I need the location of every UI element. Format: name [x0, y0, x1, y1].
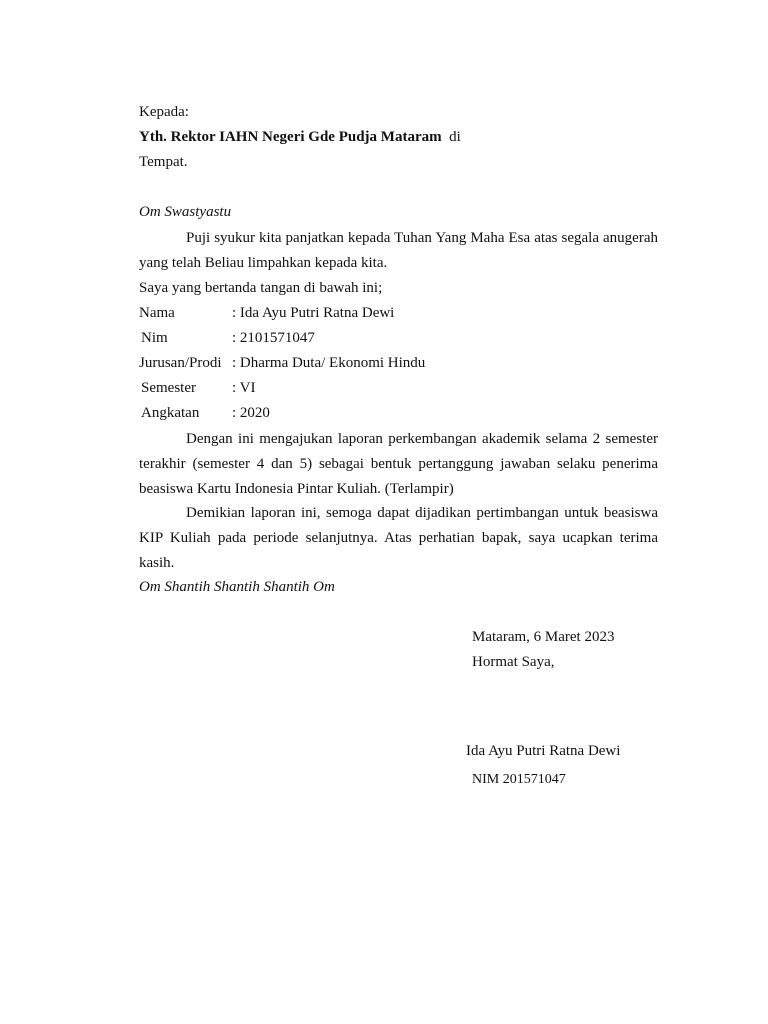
field-label-nim: Nim — [141, 330, 168, 346]
greeting: Om Swastyastu — [139, 204, 232, 220]
field-value-semester: : VI — [232, 380, 256, 396]
intro-line: Saya yang bertanda tangan di bawah ini; — [139, 280, 383, 296]
signer-name: Ida Ayu Putri Ratna Dewi — [466, 743, 621, 759]
recipient-line — [139, 127, 461, 147]
field-value-jurusan: : Dharma Duta/ Ekonomi Hindu — [232, 355, 426, 371]
regards: Hormat Saya, — [472, 654, 555, 670]
field-label-jurusan: Jurusan/Prodi — [139, 355, 222, 371]
recipient: Yth. Rektor IAHN Negeri Gde Pudja Mataram — [139, 129, 442, 145]
place-date: Mataram, 6 Maret 2023 — [472, 629, 615, 645]
closing-greeting: Om Shantih Shantih Shantih Om — [139, 579, 335, 595]
field-label-angkatan: Angkatan — [141, 405, 200, 421]
body-paragraph-1: Dengan ini mengajukan laporan perkembangan akademik selama 2 semester terakhir (semester 4 dan 5) sebagai bentuk pertanggung jawaban selaku penerima beasiswa Kartu Indonesia Pintar Kuliah. (Terlampir) — [139, 431, 658, 497]
field-value-angkatan: : 2020 — [232, 405, 270, 421]
field-label-nama: Nama — [139, 305, 175, 321]
field-label-semester: Semester — [141, 380, 196, 396]
signer-nim: NIM 201571047 — [472, 772, 566, 787]
place: Tempat. — [139, 154, 188, 170]
salutation-to: Kepada: — [139, 104, 189, 120]
recipient-suffix: di — [449, 129, 461, 145]
opening-paragraph: Puji syukur kita panjatkan kepada Tuhan Yang Maha Esa atas segala anugerah yang telah Beliau limpahkan kepada kita. — [139, 230, 658, 271]
body-paragraph-2: Demikian laporan ini, semoga dapat dijadikan pertimbangan untuk beasiswa KIP Kuliah pada periode selanjutnya. Atas perhatian bapak, saya ucapkan terima kasih. — [139, 505, 658, 571]
field-value-nim: : 2101571047 — [232, 330, 315, 346]
field-value-nama: : Ida Ayu Putri Ratna Dewi — [232, 305, 395, 321]
